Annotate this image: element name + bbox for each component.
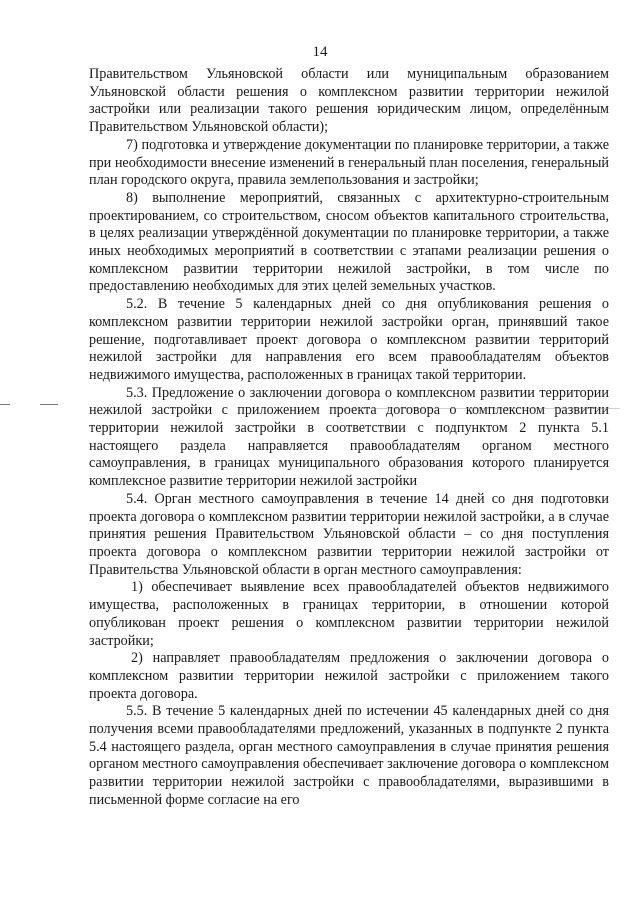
page-number: 14 bbox=[312, 44, 328, 60]
paragraph-5-4-item-2: 2) направляет правообладателям предложения о заключении договора о комплексном развитии территории нежилой застройки с приложением такого проекта договора. bbox=[89, 650, 609, 702]
paragraph-5-5: 5.5. В течение 5 календарных дней по истечении 45 календарных дней со дня получения всеми правообладателями предложений, указанных в подпункте 2 пункта 5.4 настоящего раздела, орган местного самоуправления в случае принятия решения органом местного самоуправления обеспечивает заключение договора о комплексном развитии территории нежилой застройки с правообладателями, выразившими в письменной форме согласие на его bbox=[89, 703, 609, 808]
paragraph-continuation: Правительством Ульяновской области или муниципальным образованием Ульяновской области решения о комплексном развитии территории нежилой застройки или реализации такого решения юридическим лицом, определённым Правительством Ульяновской области); bbox=[89, 66, 609, 136]
scan-artifact-line bbox=[0, 404, 10, 405]
paragraph-5-4: 5.4. Орган местного самоуправления в течение 14 дней со дня подготовки проекта договора о комплексном развитии территории нежилой застройки, а в случае принятия решения Правительством Ульяновской области – со дня поступления проекта договора о комплексном развитии территории нежилой застройки от Правительства Ульяновской области в орган местного самоуправления: bbox=[89, 490, 609, 578]
document-body bbox=[89, 66, 609, 810]
paragraph-5-3: 5.3. Предложение о заключении договора о комплексном развитии территории нежилой застройки с приложением проекта договора о комплексном развитии территории нежилой застройки в соответствии с подпунктом 2 пункта 5.1 настоящего раздела направляется правообладателям органом местного самоуправления, в границах муниципального образования которого планируется комплексное развитие территории нежилой застройки bbox=[89, 384, 609, 490]
scan-artifact-line bbox=[330, 408, 620, 409]
paragraph-item-7: 7) подготовка и утверждение документации по планировке территории, а также при необходимости внесение изменений в генеральный план поселения, генеральный план городского округа, правила землепользования и застройки; bbox=[89, 136, 609, 189]
paragraph-item-8: 8) выполнение мероприятий, связанных с архитектурно-строительным проектированием, со строительством, сносом объектов капитального строительства, в целях реализации утверждённой документации по планировке территории, а также иных необходимых мероприятий в соответствии с этапами реализации решения о комплексном развитии территории нежилой застройки, в том числе по предоставлению необходимых для этих целей земельных участков. bbox=[89, 189, 609, 295]
paragraph-5-4-item-1: 1) обеспечивает выявление всех правообладателей объектов недвижимого имущества, расположенных в границах территории, в отношении которой опубликован проект решения о комплексном развитии территории нежилой застройки; bbox=[89, 579, 609, 649]
paragraph-5-2: 5.2. В течение 5 календарных дней со дня опубликования решения о комплексном развитии территории нежилой застройки орган, принявший такое решение, подготавливает проект договора о комплексном развитии территорий нежилой застройки для направления его всем правообладателям объектов недвижимого имущества, расположенных в границах такой территории. bbox=[89, 296, 609, 383]
scan-artifact-line bbox=[40, 404, 58, 405]
